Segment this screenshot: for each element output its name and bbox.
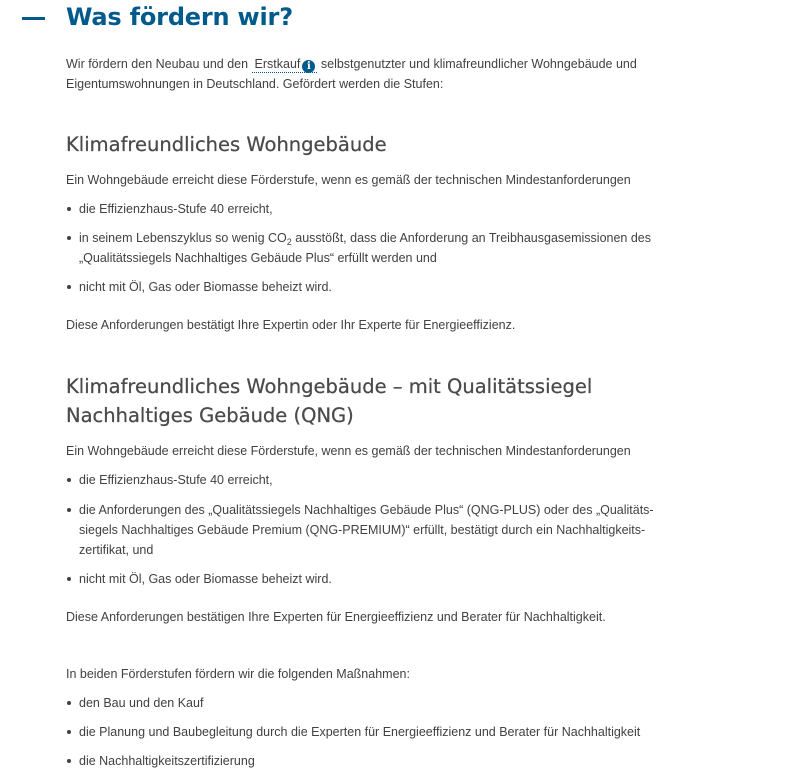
list-item: die Effizienzhaus-Stufe 40 erreicht, [66, 470, 726, 490]
glossary-link-label: Erstkauf [254, 57, 301, 71]
list-item: nicht mit Öl, Gas oder Biomasse beheizt wird. [66, 277, 726, 297]
intro-text [66, 54, 716, 94]
heading-line: Nachhaltiges Gebäude (QNG) [66, 404, 354, 427]
section-heading-qng [66, 372, 746, 430]
minus-icon[interactable] [22, 17, 45, 20]
intro-text-end: selbstgenutzter und klimafreundlicher Wohngebäude und Eigentumswohnungen in Deutschland. Gefördert werden die Stufen: [66, 57, 637, 91]
list-item [66, 500, 726, 560]
section2-list-qng [66, 500, 726, 560]
list-item: die Planung und Baubegleitung durch die Experten für Energieeffizienz und Berater für Nachhaltigkeit [66, 722, 726, 742]
intro-text-start: Wir fördern den Neubau und den [66, 57, 252, 71]
section2-lead: Ein Wohngebäude erreicht diese Förderstufe, wenn es gemäß der technischen Mindestanforderungen [66, 444, 631, 458]
section1-list-heating [66, 277, 726, 297]
section1-footer: Diese Anforderungen bestätigt Ihre Expertin oder Ihr Experte für Energieeffizienz. [66, 318, 516, 332]
measures-lead: In beiden Förderstufen fördern wir die folgenden Maßnahmen: [66, 667, 410, 681]
section2-list [66, 470, 726, 490]
list-item [66, 228, 726, 268]
measures-list [66, 693, 726, 713]
list-item: den Bau und den Kauf [66, 693, 726, 713]
section2-footer: Diese Anforderungen bestätigen Ihre Experten für Energieeffizienz und Berater für Nachhaltigkeit. [66, 610, 606, 624]
accordion-header[interactable] [22, 0, 293, 34]
co2-text-start: in seinem Lebenszyklus so wenig CO [79, 231, 287, 245]
page-title: Was fördern wir? [66, 3, 293, 31]
measures-list [66, 722, 726, 742]
heading-line: Klimafreundliches Wohngebäude – mit Qualitätssiegel [66, 375, 593, 398]
section1-lead: Ein Wohngebäude erreicht diese Förderstufe, wenn es gemäß der technischen Mindestanforderungen [66, 173, 631, 187]
measures-list [66, 751, 726, 771]
list-item: nicht mit Öl, Gas oder Biomasse beheizt wird. [66, 569, 726, 589]
list-item: die Effizienzhaus-Stufe 40 erreicht, [66, 199, 726, 219]
section1-list [66, 199, 726, 219]
section1-list-co2 [66, 228, 726, 268]
qng-line: die Anforderungen des „Qualitätssiegels Nachhaltiges Gebäude Plus“ (QNG-PLUS) oder des „Qualitäts- [79, 503, 654, 517]
qng-line: siegels Nachhaltiges Gebäude Premium (QNG-PREMIUM)“ erfüllt, bestätigt durch ein Nachhaltigkeits- [79, 523, 646, 537]
section2-list-heating [66, 569, 726, 589]
co2-subscript: 2 [286, 237, 292, 247]
erstkauf-glossary-link[interactable] [252, 57, 318, 73]
qng-line: zertifikat, und [79, 543, 154, 557]
co2-text-end: ausstößt, dass die Anforderung an Treibhausgasemissionen des „Qualitätssiegels Nachhaltiges Gebäude Plus“ erfüllt werden und [79, 231, 652, 265]
list-item: die Nachhaltigkeitszertifizierung [66, 751, 726, 771]
section-heading-klimafreundlich: Klimafreundliches Wohngebäude [66, 133, 387, 156]
info-icon[interactable]: i [302, 60, 315, 73]
